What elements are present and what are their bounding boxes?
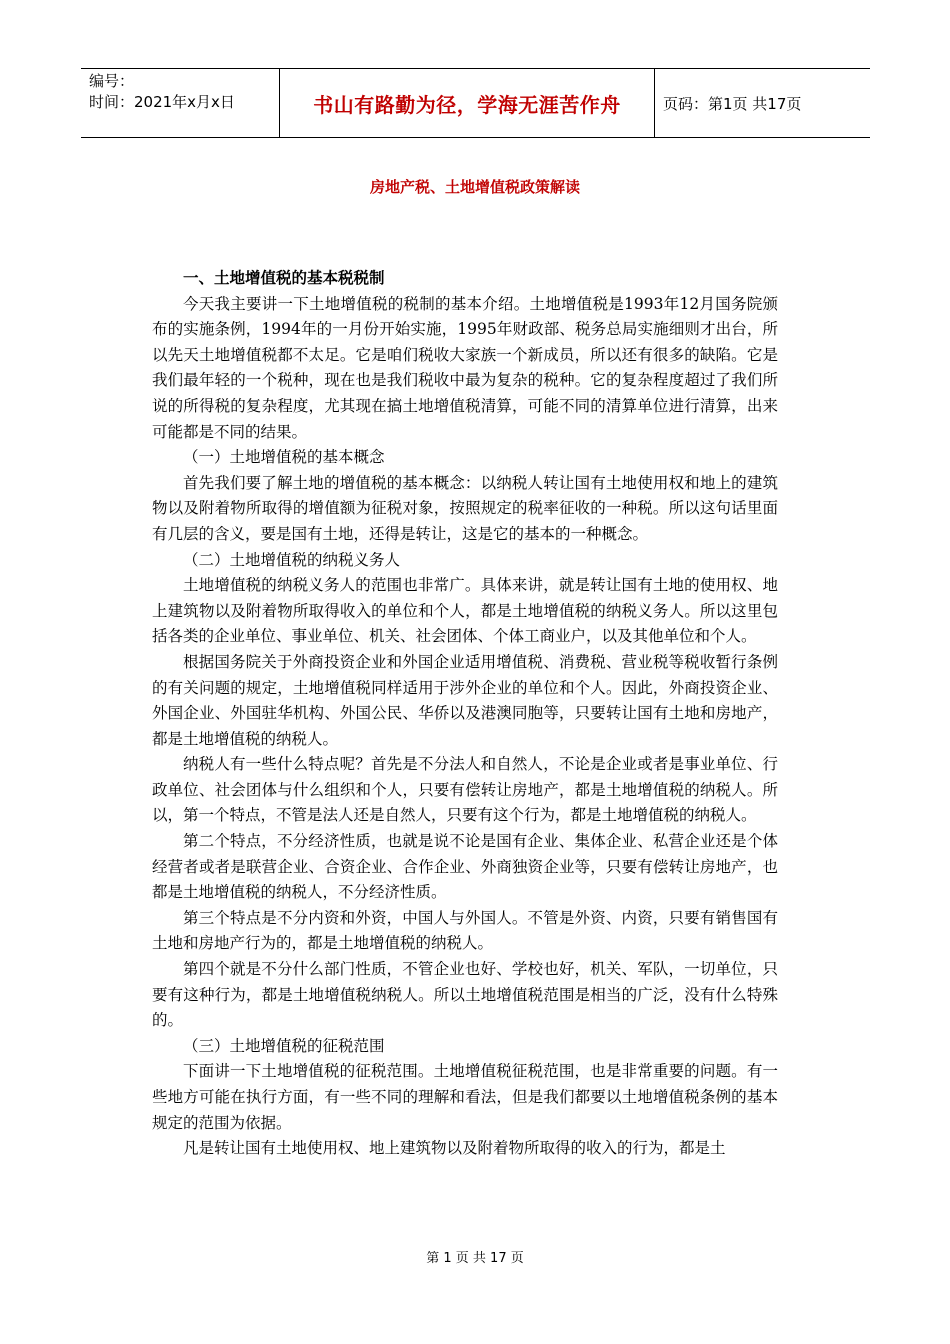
- page-footer: 第 1 页 共 17 页: [426, 1251, 524, 1266]
- paragraph: 第二个特点，不分经济性质，也就是说不论是国有企业、集体企业、私营企业还是个体经营者或者是联营企业、合资企业、合作企业、外商独资企业等，只要有偿转让房地产，也都是土地增值税的纳税人，不分经济性质。: [152, 832, 778, 902]
- paragraph: 根据国务院关于外商投资企业和外国企业适用增值税、消费税、营业税等税收暂行条例的有关问题的规定，土地增值税同样适用于涉外企业的单位和个人。因此，外商投资企业、外国企业、外国驻华机构、外国公民、华侨以及港澳同胞等，只要转让国有土地和房地产，都是土地增值税的纳税人。: [152, 652, 778, 748]
- paragraph: 今天我主要讲一下土地增值税的税制的基本介绍。土地增值税是1993年12月国务院颁布的实施条例，1994年的一月份开始实施，1995年财政部、税务总局实施细则才出台，所以先天土地增值税都不太足。它是咱们税收大家族一个新成员，所以还有很多的缺陷。它是我们最年轻的一个税种，现在也是我们税收中最为复杂的税种。它的复杂程度超过了我们所说的所得税的复杂程度，尤其现在搞土地增值税清算，可能不同的清算单位进行清算，出来可能都是不同的结果。: [152, 294, 778, 441]
- document-body: [152, 266, 778, 1162]
- code-label: 编号：: [89, 72, 135, 90]
- page-info: 页码：第1页 共17页: [663, 94, 802, 113]
- paragraph: 纳税人有一些什么特点呢？首先是不分法人和自然人，不论是企业或者是事业单位、行政单位、社会团体与什么组织和个人，只要有偿转让房地产，都是土地增值税的纳税人。所以，第一个特点，不管是法人还是自然人，只要有这个行为，都是土地增值税的纳税人。: [152, 755, 778, 825]
- paragraph: 凡是转让国有土地使用权、地上建筑物以及附着物所取得的收入的行为，都是土: [183, 1139, 726, 1158]
- header-table: [81, 68, 870, 138]
- motto: 书山有路勤为径，学海无涯苦作舟: [280, 69, 655, 137]
- header-left-cell: [81, 69, 280, 137]
- subsection-heading: （三）土地增值税的征税范围: [183, 1036, 385, 1055]
- date-label: 时间：2021年x月x日: [89, 93, 235, 111]
- paragraph: 第四个就是不分什么部门性质，不管企业也好、学校也好，机关、军队，一切单位，只要有这种行为，都是土地增值税纳税人。所以土地增值税范围是相当的广泛，没有什么特殊的。: [152, 960, 778, 1030]
- subsection-heading: （一）土地增值税的基本概念: [183, 448, 385, 467]
- paragraph: 第三个特点是不分内资和外资，中国人与外国人。不管是外资、内资，只要有销售国有土地和房地产行为的，都是土地增值税的纳税人。: [152, 908, 778, 953]
- section-heading: 一、土地增值税的基本税税制: [183, 269, 385, 287]
- subsection-heading: （二）土地增值税的纳税义务人: [183, 550, 401, 569]
- paragraph: 首先我们要了解土地的增值税的基本概念：以纳税人转让国有土地使用权和地上的建筑物以及附着物所取得的增值额为征税对象，按照规定的税率征收的一种税。所以这句话里面有几层的含义，要是国有土地，还得是转让，这是它的基本的一种概念。: [152, 473, 778, 543]
- document-title: 房地产税、土地增值税政策解读: [369, 178, 580, 196]
- paragraph: 下面讲一下土地增值税的征税范围。土地增值税征税范围，也是非常重要的问题。有一些地方可能在执行方面，有一些不同的理解和看法，但是我们都要以土地增值税条例的基本规定的范围为依据。: [152, 1062, 778, 1132]
- paragraph: 土地增值税的纳税义务人的范围也非常广。具体来讲，就是转让国有土地的使用权、地上建筑物以及附着物所取得收入的单位和个人，都是土地增值税的纳税义务人。所以这里包括各类的企业单位、事业单位、机关、社会团体、个体工商业户，以及其他单位和个人。: [152, 576, 778, 646]
